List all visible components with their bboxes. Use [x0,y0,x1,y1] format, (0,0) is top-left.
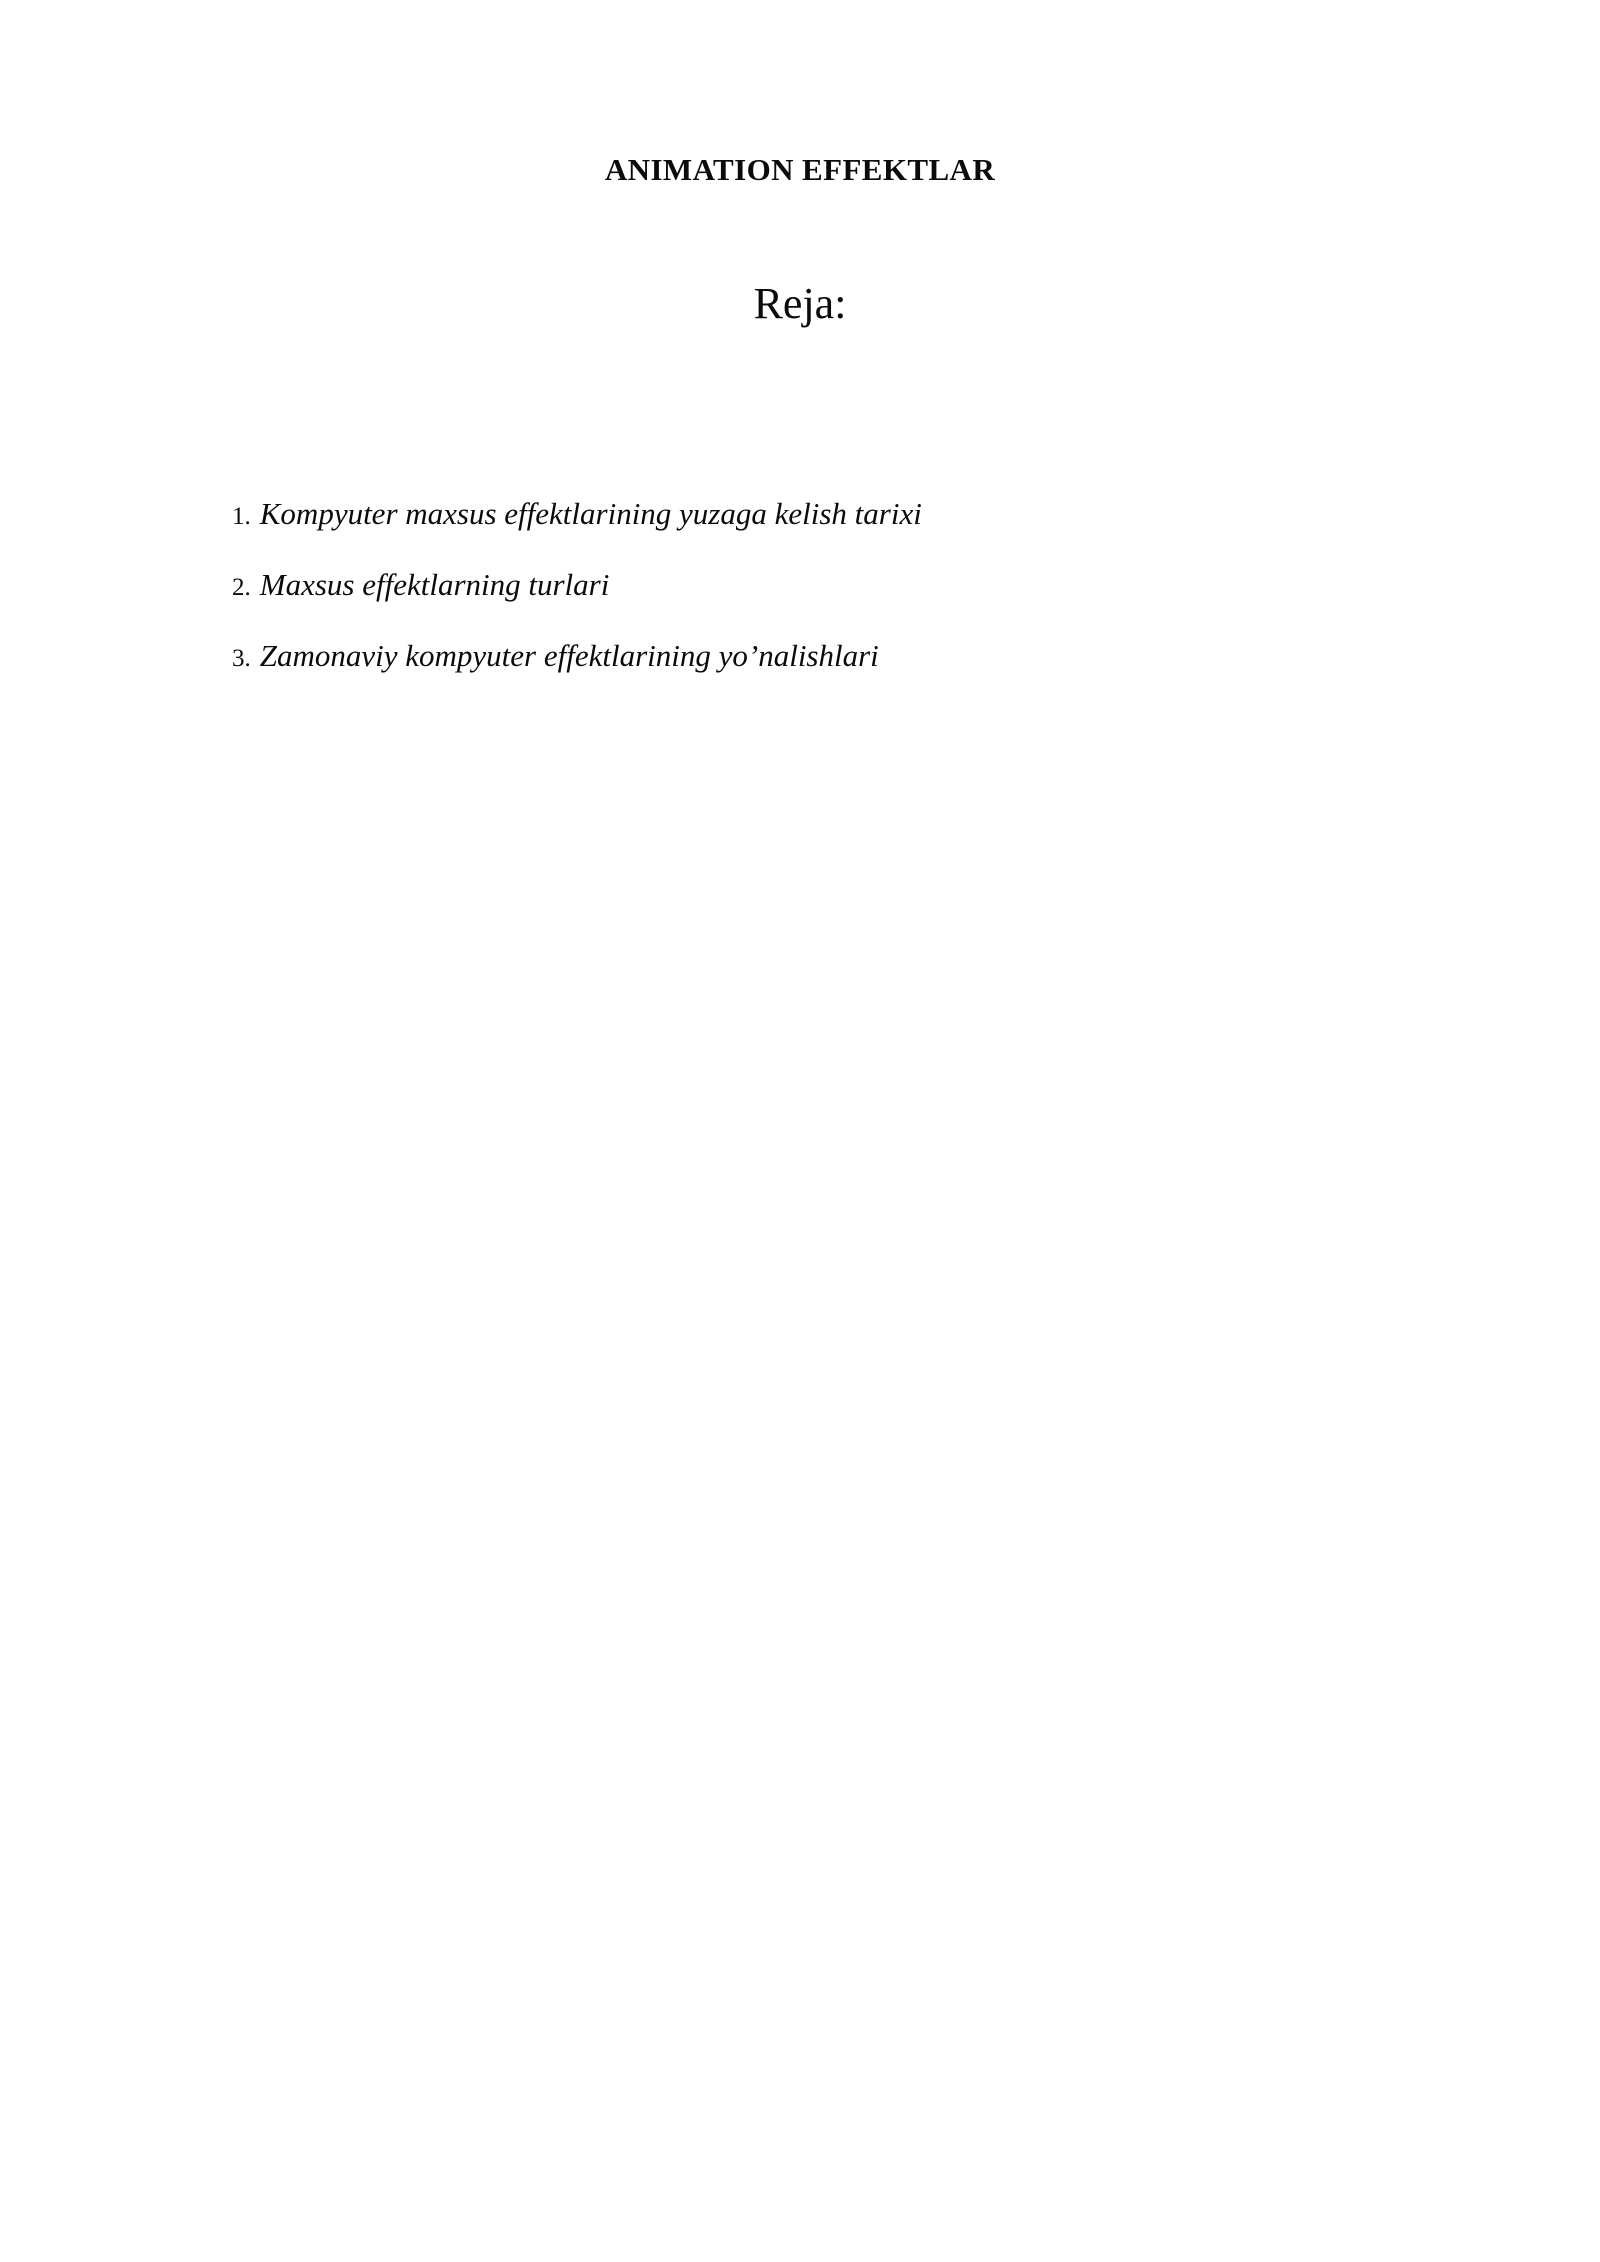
list-item-label: Kompyuter maxsus effektlarining yuzaga kelish tarixi [259,496,922,531]
list-item [232,566,1382,605]
page-title: ANIMATION EFFEKTLAR [604,152,996,187]
list-item-number: 3. [232,644,251,672]
list-item-label: Zamonaviy kompyuter effektlarining yo’nalishlari [259,637,879,673]
list-item-number: 1. [232,503,251,530]
list-item-label: Maxsus effektlarning turlari [259,566,610,602]
list-item-number: 2. [232,573,251,601]
plan-list [232,495,1382,707]
section-heading-reja: Reja: [753,279,847,328]
list-item [232,637,1382,676]
list-item [232,495,1382,534]
